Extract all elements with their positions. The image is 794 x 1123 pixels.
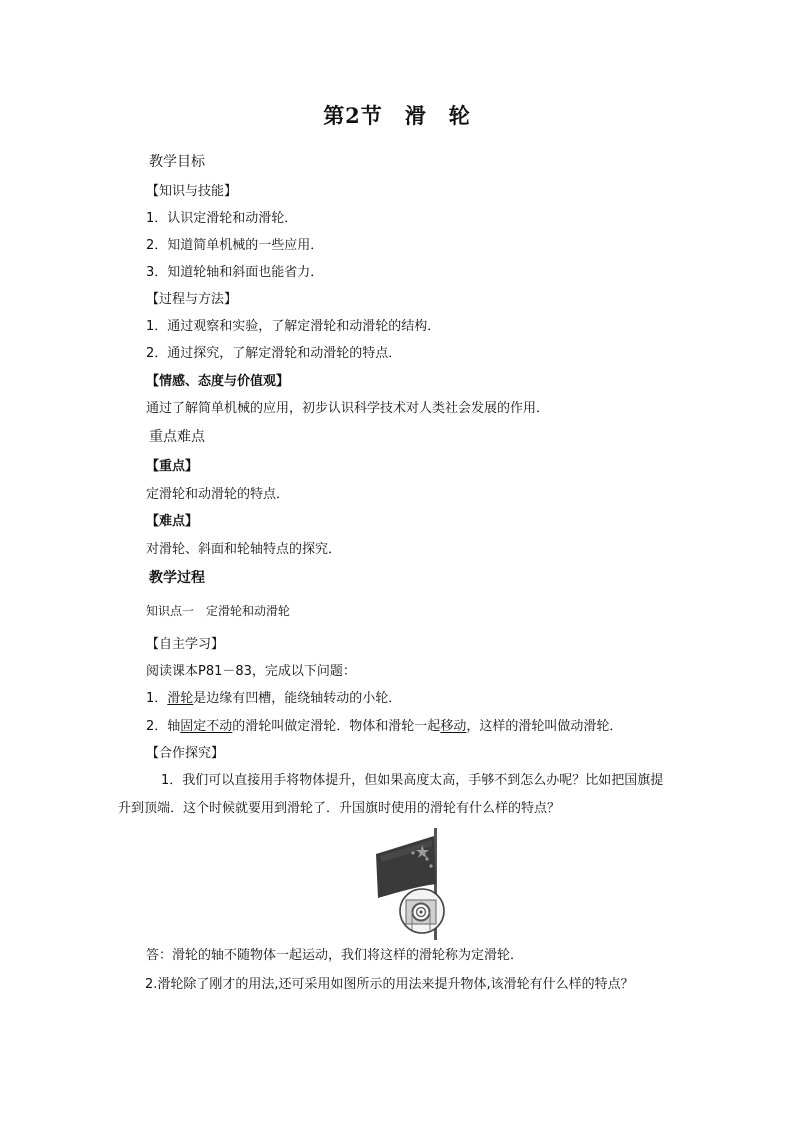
knowledge-item: 2．知道简单机械的一些应用． <box>146 238 324 253</box>
cooperation-question-1-line2: 升到顶端．这个时候就要用到滑轮了．升国旗时使用的滑轮有什么样的特点？ <box>118 801 561 816</box>
answer-1: 答：滑轮的轴不随物体一起运动，我们将这样的滑轮称为定滑轮． <box>146 948 524 963</box>
knowledge-heading: 【知识与技能】 <box>146 184 238 199</box>
page-title: 第2节 滑 轮 <box>323 103 471 128</box>
process-method-item: 1．通过观察和实验，了解定滑轮和动滑轮的结构． <box>146 319 441 334</box>
answer-blank: 移动 <box>440 719 467 734</box>
question-2 <box>146 718 622 736</box>
key-points-heading: 重点难点 <box>149 429 205 445</box>
answer-blank: 滑轮 <box>167 691 194 706</box>
knowledge-point-title: 知识点一 定滑轮和动滑轮 <box>146 604 291 618</box>
question-1-text: 是边缘有凹槽，能绕轴转动的小轮． <box>193 691 402 706</box>
knowledge-item: 1．认识定滑轮和动滑轮． <box>146 211 298 226</box>
teaching-process-heading: 教学过程 <box>149 570 205 586</box>
knowledge-item: 3．知道轮轴和斜面也能省力． <box>146 265 324 280</box>
question-2-prefix: 2．轴 <box>146 719 181 734</box>
cooperation-heading: 【合作探究】 <box>146 746 225 761</box>
cooperation-question-1-line1: 1．我们可以直接用手将物体提升，但如果高度太高，手够不到怎么办呢？比如把国旗提 <box>161 773 664 788</box>
process-method-heading: 【过程与方法】 <box>146 292 238 307</box>
question-2-text: ，这样的滑轮叫做动滑轮． <box>466 719 623 734</box>
objectives-heading: 教学目标 <box>149 154 205 170</box>
process-method-item: 2．通过探究，了解定滑轮和动滑轮的特点． <box>146 346 402 361</box>
attitude-text: 通过了解简单机械的应用，初步认识科学技术对人类社会发展的作用． <box>146 401 550 416</box>
difficult-text: 对滑轮、斜面和轮轴特点的探究． <box>146 542 342 557</box>
difficult-heading: 【难点】 <box>146 514 199 529</box>
attitude-heading: 【情感、态度与价值观】 <box>146 374 290 389</box>
key-heading: 【重点】 <box>146 459 199 474</box>
cooperation-question-2: 2.滑轮除了刚才的用法,还可采用如图所示的用法来提升物体,该滑轮有什么样的特点？ <box>145 977 634 992</box>
question-1-prefix: 1． <box>146 691 168 706</box>
self-study-heading: 【自主学习】 <box>146 637 225 652</box>
flag-pulley-icon <box>370 826 460 941</box>
answer-blank: 固定不动 <box>180 719 233 734</box>
key-text: 定滑轮和动滑轮的特点． <box>146 487 290 502</box>
question-1 <box>146 690 401 708</box>
question-2-mid: 的滑轮叫做定滑轮．物体和滑轮一起 <box>232 719 441 734</box>
self-study-intro: 阅读课本P81－83，完成以下问题： <box>146 664 356 679</box>
